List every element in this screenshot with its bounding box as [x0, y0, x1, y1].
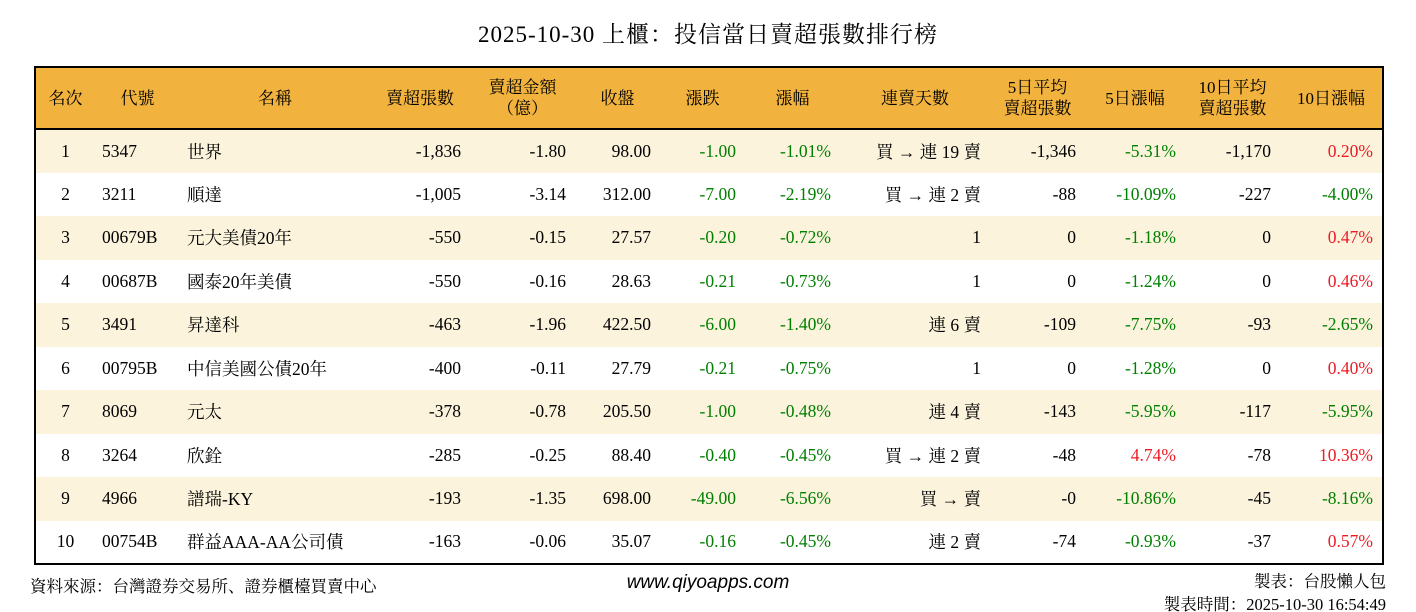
author-label: 製表：台股懶人包 — [1254, 572, 1386, 591]
cell-code: 8069 — [102, 401, 137, 422]
cell-avg5-net-sell: -143 — [1043, 401, 1076, 422]
cell-change-pct: -0.75% — [779, 357, 831, 378]
cell-rank: 2 — [61, 183, 70, 204]
cell-consecutive-sell-days: 1 — [972, 270, 981, 291]
cell-consecutive-sell-days: 買 → 賣 — [919, 489, 981, 510]
table-row — [35, 173, 1383, 217]
cell-avg10-net-sell: -1,170 — [1225, 140, 1271, 161]
cell-consecutive-sell-days: 買 → 連 2 賣 — [884, 184, 981, 205]
cell-pct5: -1.28% — [1124, 357, 1176, 378]
cell-net-sell-amount: -0.06 — [529, 531, 566, 552]
cell-net-sell-amount: -0.78 — [529, 401, 566, 422]
col-header-change-pct: 漲幅 — [745, 67, 840, 129]
cell-name: 順達 — [187, 184, 222, 205]
cell-avg5-net-sell: 0 — [1067, 227, 1076, 248]
col-header-net-sell-volume: 賣超張數 — [370, 67, 470, 129]
cell-rank: 3 — [61, 227, 70, 248]
cell-rank: 9 — [61, 488, 70, 509]
cell-net-sell-volume: -163 — [428, 531, 461, 552]
cell-net-sell-amount: -1.80 — [529, 140, 566, 161]
col-header-avg5-net-sell: 5日平均 賣超張數 — [990, 67, 1085, 129]
cell-avg10-net-sell: -227 — [1238, 183, 1271, 204]
cell-consecutive-sell-days: 1 — [972, 357, 981, 378]
cell-avg10-net-sell: -37 — [1247, 531, 1271, 552]
table-row — [35, 390, 1383, 434]
cell-code: 4966 — [102, 488, 137, 509]
col-header-avg10-net-sell: 10日平均 賣超張數 — [1185, 67, 1280, 129]
cell-pct10: -5.95% — [1321, 401, 1373, 422]
cell-avg10-net-sell: -93 — [1247, 314, 1271, 335]
cell-pct10: 0.20% — [1327, 140, 1373, 161]
net-sell-ranking-table — [34, 66, 1384, 565]
col-header-pct10: 10日漲幅 — [1280, 67, 1383, 129]
cell-pct5: 4.74% — [1130, 444, 1176, 465]
col-header-net-sell-amount: 賣超金額 （億） — [470, 67, 575, 129]
cell-name: 昇達科 — [187, 315, 240, 336]
cell-consecutive-sell-days: 買 → 連 2 賣 — [884, 445, 981, 466]
cell-close: 205.50 — [602, 401, 651, 422]
col-header-pct5: 5日漲幅 — [1085, 67, 1185, 129]
table-row — [35, 303, 1383, 347]
col-header-close: 收盤 — [575, 67, 660, 129]
cell-avg5-net-sell: -109 — [1043, 314, 1076, 335]
cell-pct10: -2.65% — [1321, 314, 1373, 335]
cell-rank: 6 — [61, 357, 70, 378]
cell-close: 422.50 — [602, 314, 651, 335]
cell-rank: 8 — [61, 444, 70, 465]
cell-net-sell-volume: -1,005 — [415, 183, 461, 204]
cell-avg10-net-sell: 0 — [1262, 357, 1271, 378]
cell-avg10-net-sell: -78 — [1247, 444, 1271, 465]
cell-change: -6.00 — [699, 314, 736, 335]
cell-consecutive-sell-days: 連 4 賣 — [928, 402, 981, 423]
cell-pct10: 0.40% — [1327, 357, 1373, 378]
cell-name: 國泰20年美債 — [187, 271, 292, 292]
cell-change-pct: -0.45% — [779, 444, 831, 465]
cell-consecutive-sell-days: 1 — [972, 227, 981, 248]
table-row — [35, 216, 1383, 260]
cell-pct10: 0.47% — [1327, 227, 1373, 248]
page-title: 2025-10-30 上櫃：投信當日賣超張數排行榜 — [477, 22, 939, 47]
cell-net-sell-volume: -193 — [428, 488, 461, 509]
footer — [30, 570, 1386, 612]
cell-pct5: -10.09% — [1116, 183, 1176, 204]
cell-change: -49.00 — [690, 488, 736, 509]
cell-net-sell-amount: -3.14 — [529, 183, 566, 204]
cell-pct5: -7.75% — [1124, 314, 1176, 335]
table-row — [35, 521, 1383, 565]
cell-avg5-net-sell: 0 — [1067, 270, 1076, 291]
col-header-consecutive-sell-days: 連賣天數 — [840, 67, 990, 129]
cell-change-pct: -2.19% — [779, 183, 831, 204]
cell-rank: 7 — [61, 401, 70, 422]
cell-change-pct: -6.56% — [779, 488, 831, 509]
cell-close: 698.00 — [602, 488, 651, 509]
col-header-rank: 名次 — [35, 67, 95, 129]
cell-change-pct: -0.73% — [779, 270, 831, 291]
cell-code: 3264 — [102, 444, 137, 465]
cell-pct10: 10.36% — [1319, 444, 1373, 465]
cell-avg5-net-sell: -48 — [1052, 444, 1076, 465]
cell-change-pct: -0.48% — [779, 401, 831, 422]
cell-net-sell-amount: -0.11 — [530, 357, 566, 378]
cell-avg5-net-sell: -0 — [1061, 488, 1076, 509]
cell-close: 35.07 — [611, 531, 651, 552]
cell-code: 00795B — [102, 357, 158, 378]
table-row — [35, 129, 1383, 173]
cell-consecutive-sell-days: 買 → 連 19 賣 — [876, 141, 981, 162]
cell-pct10: 0.46% — [1327, 270, 1373, 291]
cell-pct10: -4.00% — [1321, 183, 1373, 204]
cell-change: -1.00 — [699, 140, 736, 161]
cell-pct5: -5.31% — [1124, 140, 1176, 161]
cell-close: 312.00 — [602, 183, 651, 204]
cell-name: 群益AAA-AA公司債 — [187, 532, 344, 553]
cell-change: -7.00 — [699, 183, 736, 204]
cell-avg5-net-sell: 0 — [1067, 357, 1076, 378]
cell-net-sell-amount: -1.96 — [529, 314, 566, 335]
cell-net-sell-amount: -1.35 — [529, 488, 566, 509]
cell-name: 欣銓 — [187, 445, 222, 466]
cell-net-sell-amount: -0.15 — [529, 227, 566, 248]
table-row — [35, 477, 1383, 521]
credit-block — [1164, 570, 1386, 612]
cell-net-sell-volume: -1,836 — [415, 140, 461, 161]
cell-net-sell-amount: -0.16 — [529, 270, 566, 291]
table-body — [35, 129, 1383, 564]
cell-avg10-net-sell: -45 — [1247, 488, 1271, 509]
cell-code: 00754B — [102, 531, 158, 552]
cell-pct10: -8.16% — [1321, 488, 1373, 509]
cell-rank: 10 — [56, 531, 75, 552]
cell-rank: 5 — [61, 314, 70, 335]
cell-avg10-net-sell: 0 — [1262, 270, 1271, 291]
cell-avg10-net-sell: -117 — [1239, 401, 1271, 422]
data-source-label: 資料來源：台灣證券交易所、證券櫃檯買賣中心 — [30, 577, 377, 596]
cell-change: -0.20 — [699, 227, 736, 248]
cell-name: 元太 — [187, 402, 222, 423]
table-row — [35, 260, 1383, 304]
cell-code: 5347 — [102, 140, 137, 161]
cell-avg5-net-sell: -74 — [1052, 531, 1076, 552]
cell-net-sell-volume: -550 — [428, 270, 461, 291]
cell-name: 世界 — [187, 141, 222, 162]
cell-change-pct: -0.72% — [779, 227, 831, 248]
cell-change: -0.21 — [699, 270, 736, 291]
cell-change-pct: -1.01% — [779, 140, 831, 161]
website-label: www.qiyoapps.com — [626, 572, 790, 593]
cell-consecutive-sell-days: 連 6 賣 — [928, 315, 981, 336]
cell-pct5: -0.93% — [1124, 531, 1176, 552]
cell-change: -0.16 — [699, 531, 736, 552]
cell-consecutive-sell-days: 連 2 賣 — [928, 532, 981, 553]
cell-avg5-net-sell: -88 — [1052, 183, 1076, 204]
cell-code: 00687B — [102, 270, 158, 291]
cell-avg5-net-sell: -1,346 — [1030, 140, 1076, 161]
cell-rank: 1 — [61, 140, 70, 161]
cell-net-sell-volume: -285 — [428, 444, 461, 465]
cell-pct10: 0.57% — [1327, 531, 1373, 552]
header-row — [35, 67, 1383, 129]
cell-net-sell-volume: -463 — [428, 314, 461, 335]
cell-close: 27.79 — [611, 357, 651, 378]
cell-code: 00679B — [102, 227, 158, 248]
cell-pct5: -1.24% — [1124, 270, 1176, 291]
cell-close: 88.40 — [611, 444, 651, 465]
cell-change: -0.40 — [699, 444, 736, 465]
cell-net-sell-volume: -400 — [428, 357, 461, 378]
cell-close: 98.00 — [611, 140, 651, 161]
cell-rank: 4 — [61, 270, 70, 291]
cell-pct5: -10.86% — [1116, 488, 1176, 509]
table-header — [35, 67, 1383, 129]
col-header-name: 名稱 — [180, 67, 370, 129]
cell-change-pct: -1.40% — [779, 314, 831, 335]
cell-pct5: -1.18% — [1124, 227, 1176, 248]
table-row — [35, 347, 1383, 391]
table-row — [35, 434, 1383, 478]
col-header-code: 代號 — [95, 67, 180, 129]
cell-net-sell-volume: -378 — [428, 401, 461, 422]
cell-pct5: -5.95% — [1124, 401, 1176, 422]
timestamp-label: 製表時間：2025-10-30 16:54:49 — [1163, 595, 1386, 612]
cell-change: -1.00 — [699, 401, 736, 422]
cell-code: 3211 — [102, 183, 137, 204]
cell-net-sell-volume: -550 — [428, 227, 461, 248]
cell-avg10-net-sell: 0 — [1262, 227, 1271, 248]
cell-change-pct: -0.45% — [779, 531, 831, 552]
cell-name: 中信美國公債20年 — [187, 358, 327, 379]
cell-close: 28.63 — [611, 270, 651, 291]
cell-change: -0.21 — [699, 357, 736, 378]
cell-code: 3491 — [102, 314, 137, 335]
cell-name: 譜瑞-KY — [187, 489, 254, 510]
cell-name: 元大美債20年 — [187, 228, 292, 249]
col-header-change: 漲跌 — [660, 67, 745, 129]
cell-net-sell-amount: -0.25 — [529, 444, 566, 465]
cell-close: 27.57 — [611, 227, 651, 248]
